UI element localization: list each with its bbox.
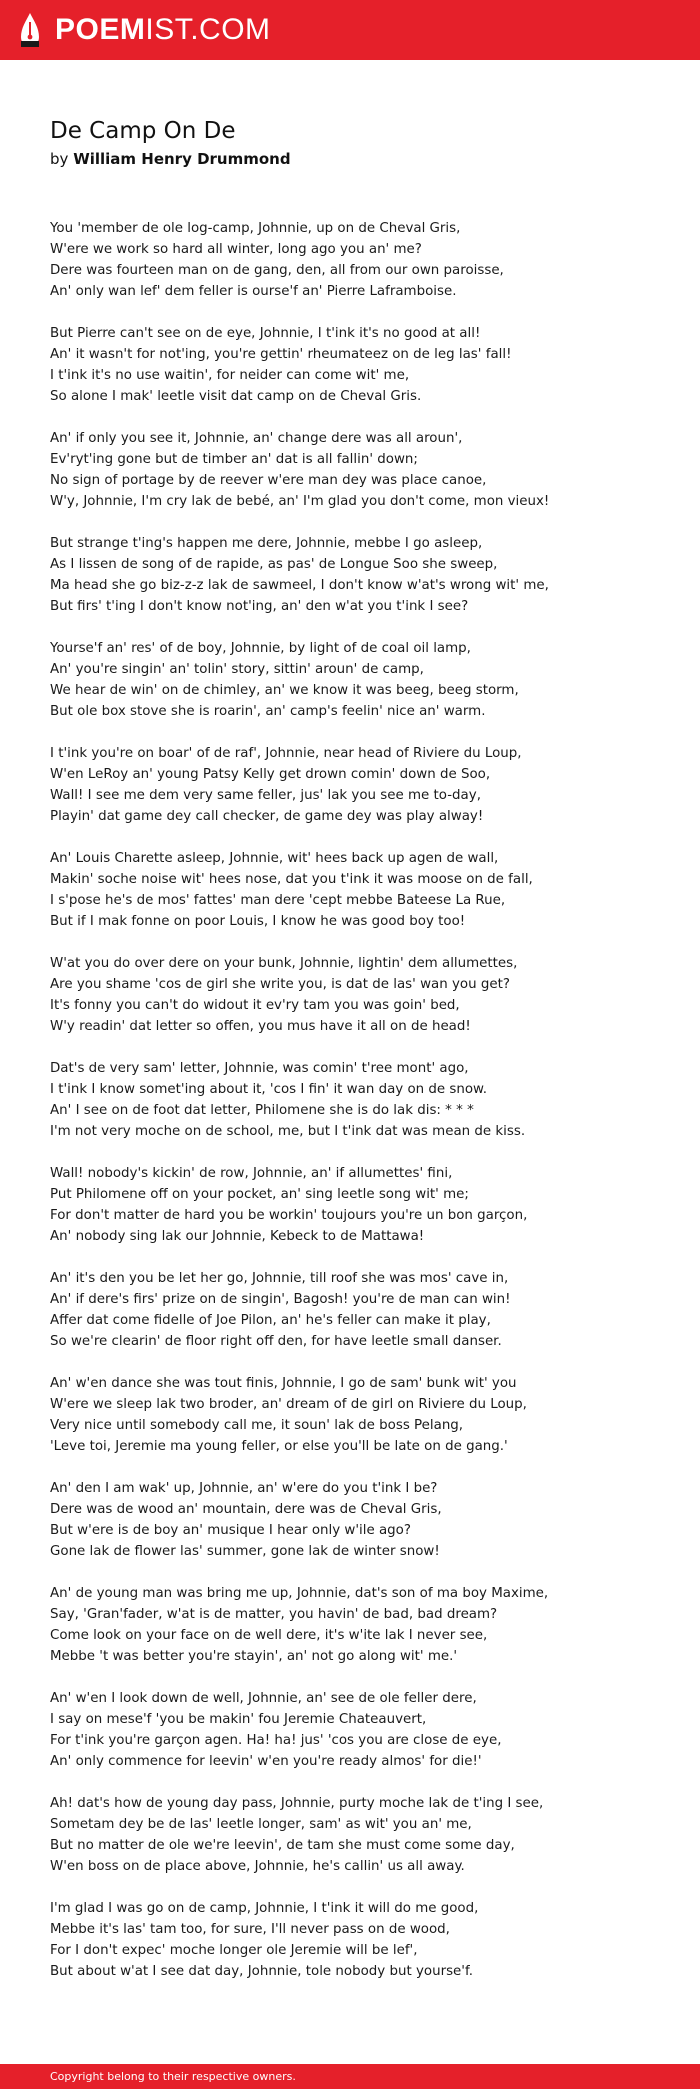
pen-nib-icon <box>17 12 43 48</box>
poem-line: 'Leve toi, Jeremie ma young feller, or else you'll be late on de gang.' <box>50 1439 508 1454</box>
site-logo[interactable] <box>17 12 271 48</box>
poem-line: Ev'ryt'ing gone but de timber an' dat is all fallin' down; <box>50 452 418 467</box>
poem-line: But ole box stove she is roarin', an' camp's feelin' nice an' warm. <box>50 704 486 719</box>
poem-line: No sign of portage by de reever w'ere man dey was place canoe, <box>50 473 487 488</box>
poem-line: Sometam dey be de las' leetle longer, sam' as wit' you an' me, <box>50 1817 472 1832</box>
poem-line: Affer dat come fidelle of Joe Pilon, an' he's feller can make it play, <box>50 1313 491 1328</box>
poem-line: W'y readin' dat letter so offen, you mus have it all on de head! <box>50 1019 471 1034</box>
poem-stanza <box>50 1793 660 1877</box>
poem-stanza <box>50 1688 660 1772</box>
copyright-notice: Copyright belong to their respective owners. <box>50 2070 296 2083</box>
poem-line: W'en boss on de place above, Johnnie, he's callin' us all away. <box>50 1859 465 1874</box>
byline-prefix: by <box>50 150 69 168</box>
poem-line: You 'member de ole log-camp, Johnnie, up on de Cheval Gris, <box>50 221 461 236</box>
poem-line: Ah! dat's how de young day pass, Johnnie, purty moche lak de t'ing I see, <box>50 1796 544 1811</box>
poem-line: Are you shame 'cos de girl she write you, is dat de las' wan you get? <box>50 977 510 992</box>
poem-line: I t'ink you're on boar' of de raf', Johnnie, near head of Riviere du Loup, <box>50 746 522 761</box>
poem-line: It's fonny you can't do widout it ev'ry tam you was goin' bed, <box>50 998 460 1013</box>
poem-line: Dere was de wood an' mountain, dere was de Cheval Gris, <box>50 1502 442 1517</box>
poem-line: I t'ink I know somet'ing about it, 'cos I fin' it wan day on de snow. <box>50 1082 488 1097</box>
site-footer <box>0 2064 700 2089</box>
poem-line: An' den I am wak' up, Johnnie, an' w'ere do you t'ink I be? <box>50 1481 438 1496</box>
poem-line: An' it's den you be let her go, Johnnie, till roof she was mos' cave in, <box>50 1271 509 1286</box>
poem-line: An' w'en I look down de well, Johnnie, an' see de ole feller dere, <box>50 1691 477 1706</box>
poem-stanza <box>50 1163 660 1247</box>
poem-title: De Camp On De <box>50 118 236 144</box>
site-header <box>0 0 700 60</box>
poem-stanza <box>50 1373 660 1457</box>
poem-line: An' if dere's firs' prize on de singin', Bagosh! you're de man can win! <box>50 1292 511 1307</box>
poem-stanza <box>50 743 660 827</box>
poem-line: Playin' dat game dey call checker, de game dey was play alway! <box>50 809 484 824</box>
poem-stanza <box>50 638 660 722</box>
poem-stanza <box>50 1058 660 1142</box>
poem-line: But if I mak fonne on poor Louis, I know he was good boy too! <box>50 914 466 929</box>
poem-line: Gone lak de flower las' summer, gone lak de winter snow! <box>50 1544 440 1559</box>
poem-line: But no matter de ole we're leevin', de tam she must come some day, <box>50 1838 515 1853</box>
poem-line: For don't matter de hard you be workin' toujours you're un bon garçon, <box>50 1208 528 1223</box>
poem-line: Wall! I see me dem very same feller, jus' lak you see me to-day, <box>50 788 481 803</box>
poem-line: An' nobody sing lak our Johnnie, Kebeck to de Mattawa! <box>50 1229 425 1244</box>
poem-line: So alone I mak' leetle visit dat camp on de Cheval Gris. <box>50 389 422 404</box>
poem-line: An' only wan lef' dem feller is ourse'f an' Pierre Laframboise. <box>50 284 457 299</box>
poem-line: I say on mese'f 'you be makin' fou Jeremie Chateauvert, <box>50 1712 427 1727</box>
poem-line: Dere was fourteen man on de gang, den, all from our own paroisse, <box>50 263 504 278</box>
poem-line: Very nice until somebody call me, it soun' lak de boss Pelang, <box>50 1418 464 1433</box>
poem-stanza <box>50 1478 660 1562</box>
poem-line: An' only commence for leevin' w'en you're ready almos' for die!' <box>50 1754 482 1769</box>
poem-line: We hear de win' on de chimley, an' we know it was beeg, beeg storm, <box>50 683 519 698</box>
poem-line: But firs' t'ing I don't know not'ing, an' den w'at you t'ink I see? <box>50 599 469 614</box>
poem-line: W'ere we sleep lak two broder, an' dream of de girl on Riviere du Loup, <box>50 1397 527 1412</box>
poem-line: An' if only you see it, Johnnie, an' change dere was all aroun', <box>50 431 463 446</box>
poem-line: For t'ink you're garçon agen. Ha! ha! jus' 'cos you are close de eye, <box>50 1733 502 1748</box>
author-name[interactable]: William Henry Drummond <box>73 150 291 168</box>
poem-line: But w'ere is de boy an' musique I hear only w'ile ago? <box>50 1523 411 1538</box>
poem-line: So we're clearin' de floor right off den, for have leetle small danser. <box>50 1334 502 1349</box>
poem-line: Put Philomene off on your pocket, an' sing leetle song wit' me; <box>50 1187 469 1202</box>
poem-heading <box>50 115 650 169</box>
poem-stanza <box>50 1898 660 1982</box>
poem-line: An' I see on de foot dat letter, Philomene she is do lak dis: * * * <box>50 1103 474 1118</box>
poem-line: Wall! nobody's kickin' de row, Johnnie, an' if allumettes' fini, <box>50 1166 453 1181</box>
poem-stanza <box>50 1583 660 1667</box>
poem-line: An' de young man was bring me up, Johnnie, dat's son of ma boy Maxime, <box>50 1586 549 1601</box>
logo-wordmark-bold: POEM <box>55 13 146 46</box>
poem-stanza <box>50 953 660 1037</box>
poem-line: W'en LeRoy an' young Patsy Kelly get drown comin' down de Soo, <box>50 767 491 782</box>
poem-line: An' you're singin' an' tolin' story, sittin' aroun' de camp, <box>50 662 424 677</box>
poem-line: I'm glad I was go on de camp, Johnnie, I t'ink it will do me good, <box>50 1901 479 1916</box>
poem-line: But strange t'ing's happen me dere, Johnnie, mebbe I go asleep, <box>50 536 483 551</box>
poem-line: Mebbe 't was better you're stayin', an' not go along wit' me.' <box>50 1649 458 1664</box>
poem-line: I s'pose he's de mos' fattes' man dere 'cept mebbe Bateese La Rue, <box>50 893 506 908</box>
poem-line: I'm not very moche on de school, me, but I t'ink dat was mean de kiss. <box>50 1124 526 1139</box>
poem-line: For I don't expec' moche longer ole Jeremie will be lef', <box>50 1943 418 1958</box>
poem-line: Dat's de very sam' letter, Johnnie, was comin' t'ree mont' ago, <box>50 1061 469 1076</box>
poem-line: An' it wasn't for not'ing, you're gettin' rheumateez on de leg las' fall! <box>50 347 512 362</box>
poem-line: Say, 'Gran'fader, w'at is de matter, you havin' de bad, bad dream? <box>50 1607 498 1622</box>
logo-wordmark-light: IST.COM <box>145 13 271 46</box>
poem-line: Makin' soche noise wit' hees nose, dat you t'ink it was moose on de fall, <box>50 872 533 887</box>
poem-line: I t'ink it's no use waitin', for neider can come wit' me, <box>50 368 410 383</box>
poem-line: W'y, Johnnie, I'm cry lak de bebé, an' I'm glad you don't come, mon vieux! <box>50 494 550 509</box>
poem-stanza <box>50 848 660 932</box>
poem-line: Mebbe it's las' tam too, for sure, I'll never pass on de wood, <box>50 1922 450 1937</box>
poem-stanza <box>50 218 660 302</box>
poem-line: As I lissen de song of de rapide, as pas' de Longue Soo she sweep, <box>50 557 498 572</box>
poem-line: An' Louis Charette asleep, Johnnie, wit' hees back up agen de wall, <box>50 851 499 866</box>
byline <box>50 149 650 169</box>
poem-line: W'at you do over dere on your bunk, Johnnie, lightin' dem allumettes, <box>50 956 518 971</box>
poem-stanza <box>50 428 660 512</box>
poem-line: Come look on your face on de well dere, it's w'ite lak I never see, <box>50 1628 488 1643</box>
poem-stanza <box>50 323 660 407</box>
poem-line: Ma head she go biz-z-z lak de sawmeel, I don't know w'at's wrong wit' me, <box>50 578 549 593</box>
logo-wordmark <box>55 15 271 45</box>
poem-stanza <box>50 533 660 617</box>
poem-line: But Pierre can't see on de eye, Johnnie, I t'ink it's no good at all! <box>50 326 481 341</box>
poem-line: But about w'at I see dat day, Johnnie, tole nobody but yourse'f. <box>50 1964 473 1979</box>
poem-stanza <box>50 1268 660 1352</box>
poem-line: An' w'en dance she was tout finis, Johnnie, I go de sam' bunk wit' you <box>50 1376 517 1391</box>
poem-body <box>50 218 660 2003</box>
poem-line: W'ere we work so hard all winter, long ago you an' me? <box>50 242 422 257</box>
poem-line: Yourse'f an' res' of de boy, Johnnie, by light of de coal oil lamp, <box>50 641 471 656</box>
